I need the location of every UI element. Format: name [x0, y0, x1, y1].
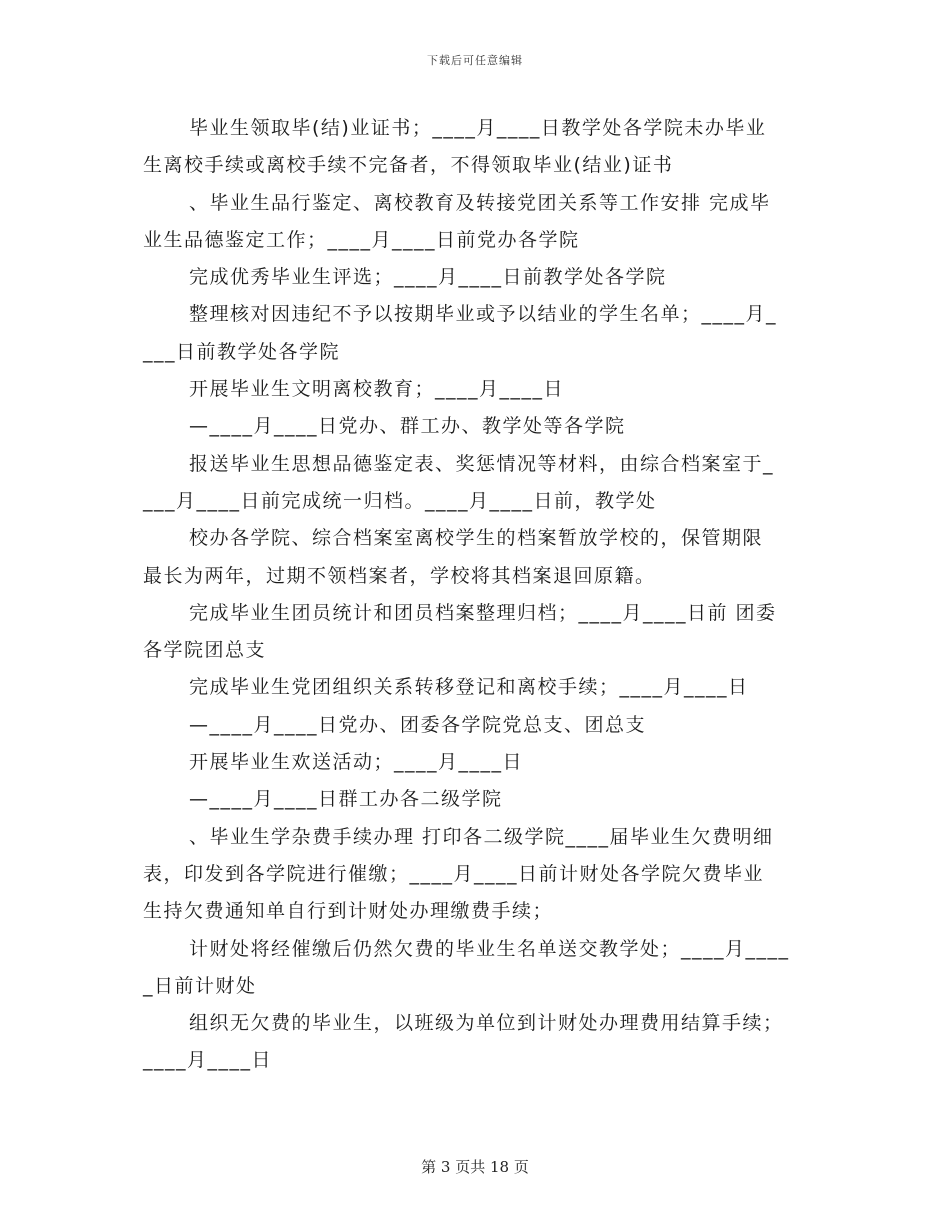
- paragraph-line: —____月____日党办、团委各学院党总支、团总支: [189, 713, 647, 736]
- paragraph-line: —____月____日群工办各二级学院: [189, 788, 503, 811]
- paragraph-line: 、毕业生品行鉴定、离校教育及转接党团关系等工作安排 完成毕: [189, 191, 771, 214]
- paragraph-line: ___日前教学处各学院: [143, 340, 341, 363]
- page-header: 下载后可任意编辑: [427, 54, 523, 67]
- paragraph-line: 组织无欠费的毕业生，以班级为单位到计财处办理费用结算手续；: [189, 1012, 784, 1035]
- paragraph-line: 校办各学院、综合档案室离校学生的档案暂放学校的，保管期限: [189, 527, 764, 550]
- page-number: 第 3 页共 18 页: [421, 1158, 529, 1176]
- paragraph-line: 业生品德鉴定工作；____月____日前党办各学院: [143, 228, 580, 251]
- paragraph-line: 开展毕业生欢送活动；____月____日: [189, 751, 524, 774]
- paragraph-line: 完成优秀毕业生评选；____月____日前教学处各学院: [189, 266, 667, 289]
- paragraph-line: 表，印发到各学院进行催缴；____月____日前计财处各学院欠费毕业: [143, 862, 765, 885]
- paragraph-line: 、毕业生学杂费手续办理 打印各二级学院____届毕业生欠费明细: [189, 825, 774, 848]
- paragraph-line: 生离校手续或离校手续不完备者，不得领取毕业(结业)证书: [143, 154, 674, 177]
- paragraph-line: 计财处将经催缴后仍然欠费的毕业生名单送交教学处；____月____: [189, 937, 790, 960]
- paragraph-line: ___月____日前完成统一归档。____月____日前，教学处: [143, 489, 657, 512]
- document-body: [143, 110, 813, 1080]
- paragraph-line: 报送毕业生思想品德鉴定表、奖惩情况等材料，由综合档案室于_: [189, 452, 775, 475]
- paragraph-line: —____月____日党办、群工办、教学处等各学院: [189, 415, 626, 438]
- paragraph-line: ____月____日: [143, 1049, 273, 1072]
- paragraph-line: 完成毕业生团员统计和团员档案整理归档；____月____日前 团委: [189, 601, 777, 624]
- paragraph-line: 生持欠费通知单自行到计财处办理缴费手续；: [143, 900, 554, 923]
- paragraph-line: 完成毕业生党团组织关系转移登记和离校手续；____月____日: [189, 676, 749, 699]
- paragraph-line: 开展毕业生文明离校教育；____月____日: [189, 378, 565, 401]
- paragraph-line: 整理核对因违纪不予以按期毕业或予以结业的学生名单；____月_: [189, 303, 778, 326]
- paragraph-line: 毕业生领取毕(结)业证书；____月____日教学处各学院未办毕业: [189, 117, 767, 139]
- paragraph-line: _日前计财处: [143, 974, 257, 997]
- paragraph-line: 最长为两年，过期不领档案者，学校将其档案退回原籍。: [143, 564, 656, 587]
- paragraph-line: 各学院团总支: [143, 639, 267, 662]
